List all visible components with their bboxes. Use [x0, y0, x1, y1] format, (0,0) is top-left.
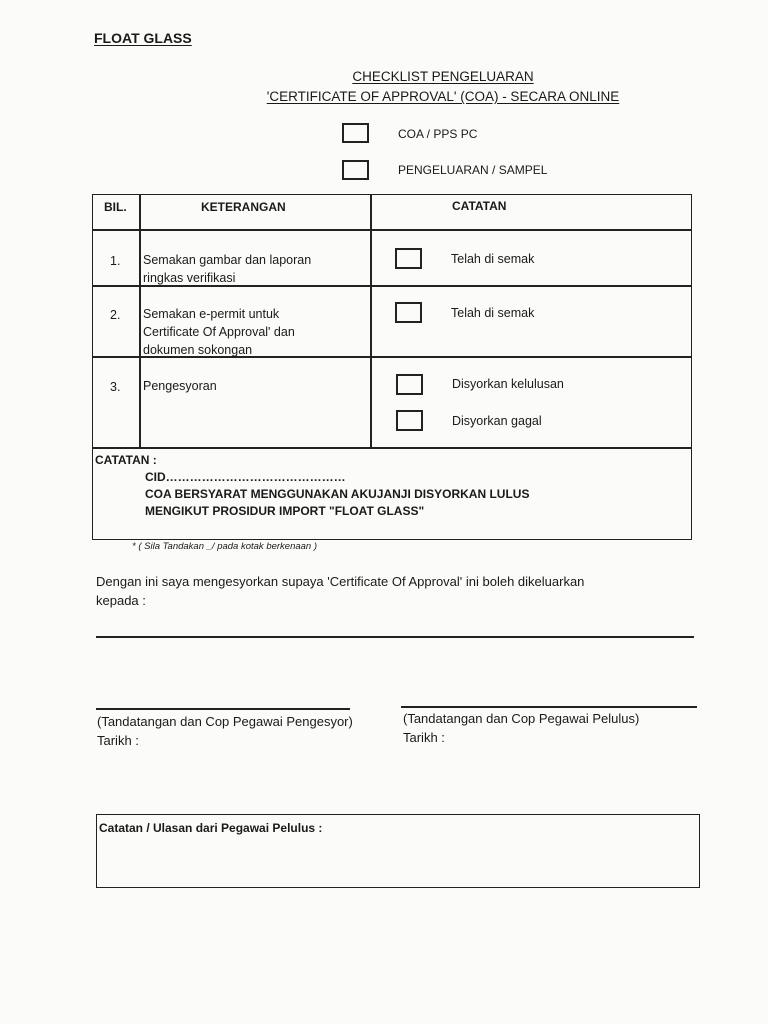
table-header-rule [92, 229, 692, 231]
row-1-checkbox[interactable] [395, 248, 422, 269]
row-1-keterangan-line2: ringkas verifikasi [143, 271, 236, 285]
row-3-approve-label: Disyorkan kelulusan [452, 377, 564, 391]
declaration-line2: kepada : [96, 593, 146, 608]
instruction-footnote: * ( Sila Tandakan _/ pada kotak berkenaan ) [132, 541, 318, 552]
header-keterangan: KETERANGAN [201, 200, 286, 214]
row-3-keterangan-line1: Pengesyoran [143, 379, 217, 393]
pelulus-signature-line[interactable] [401, 706, 697, 708]
row-3-approve-checkbox[interactable] [396, 374, 423, 395]
pengesyor-date-label: Tarikh : [97, 733, 139, 748]
pelulus-remarks-label: Catatan / Ulasan dari Pegawai Pelulus : [99, 821, 323, 835]
table-notes-cid: CID……………………………………… [145, 470, 346, 484]
row-2-keterangan-line1: Semakan e-permit untuk [143, 307, 280, 321]
table-notes-line1: COA BERSYARAT MENGGUNAKAN AKUJANJI DISYORKAN LULUS [145, 487, 530, 501]
row-2-check-label: Telah di semak [451, 306, 535, 320]
header-bil: BIL. [104, 200, 127, 214]
table-notes-line2: MENGIKUT PROSIDUR IMPORT "FLOAT GLASS" [145, 504, 425, 518]
coa-pps-pc-checkbox[interactable] [342, 123, 369, 143]
row-1-keterangan-line1: Semakan gambar dan laporan [143, 253, 312, 267]
coa-pps-pc-label: COA / PPS PC [398, 127, 478, 141]
row-3-reject-checkbox[interactable] [396, 410, 423, 431]
table-divider-bil [139, 194, 141, 449]
declaration-line1: Dengan ini saya mengesyorkan supaya 'Certificate Of Approval' ini boleh dikeluarkan [96, 574, 585, 589]
pelulus-date-label: Tarikh : [403, 730, 445, 745]
row-1-check-label: Telah di semak [451, 252, 535, 266]
table-notes-label: CATATAN : [95, 453, 157, 467]
table-divider-keterangan [370, 194, 372, 449]
row-2-keterangan-line2: Certificate Of Approval' dan [143, 325, 295, 339]
checklist-title: CHECKLIST PENGELUARAN [352, 69, 534, 84]
pelulus-signature-label: (Tandatangan dan Cop Pegawai Pelulus) [403, 711, 640, 726]
document-header-title: FLOAT GLASS [94, 30, 192, 46]
row-2-bil: 2. [110, 308, 121, 322]
recipient-line[interactable] [96, 636, 694, 638]
row-1-bil: 1. [110, 254, 121, 268]
checklist-subtitle: 'CERTIFICATE OF APPROVAL' (COA) - SECARA ONLINE [266, 89, 620, 104]
row-2-checkbox[interactable] [395, 302, 422, 323]
pengesyor-signature-label: (Tandatangan dan Cop Pegawai Pengesyor) [97, 714, 353, 729]
pengesyor-signature-line[interactable] [96, 708, 350, 710]
header-catatan: CATATAN [452, 199, 507, 213]
row-2-keterangan-line3: dokumen sokongan [143, 343, 253, 357]
table-row-rule-3 [92, 447, 692, 449]
pengeluaran-sampel-checkbox[interactable] [342, 160, 369, 180]
row-3-reject-label: Disyorkan gagal [452, 414, 542, 428]
pengeluaran-sampel-label: PENGELUARAN / SAMPEL [398, 163, 548, 177]
row-3-bil: 3. [110, 380, 121, 394]
